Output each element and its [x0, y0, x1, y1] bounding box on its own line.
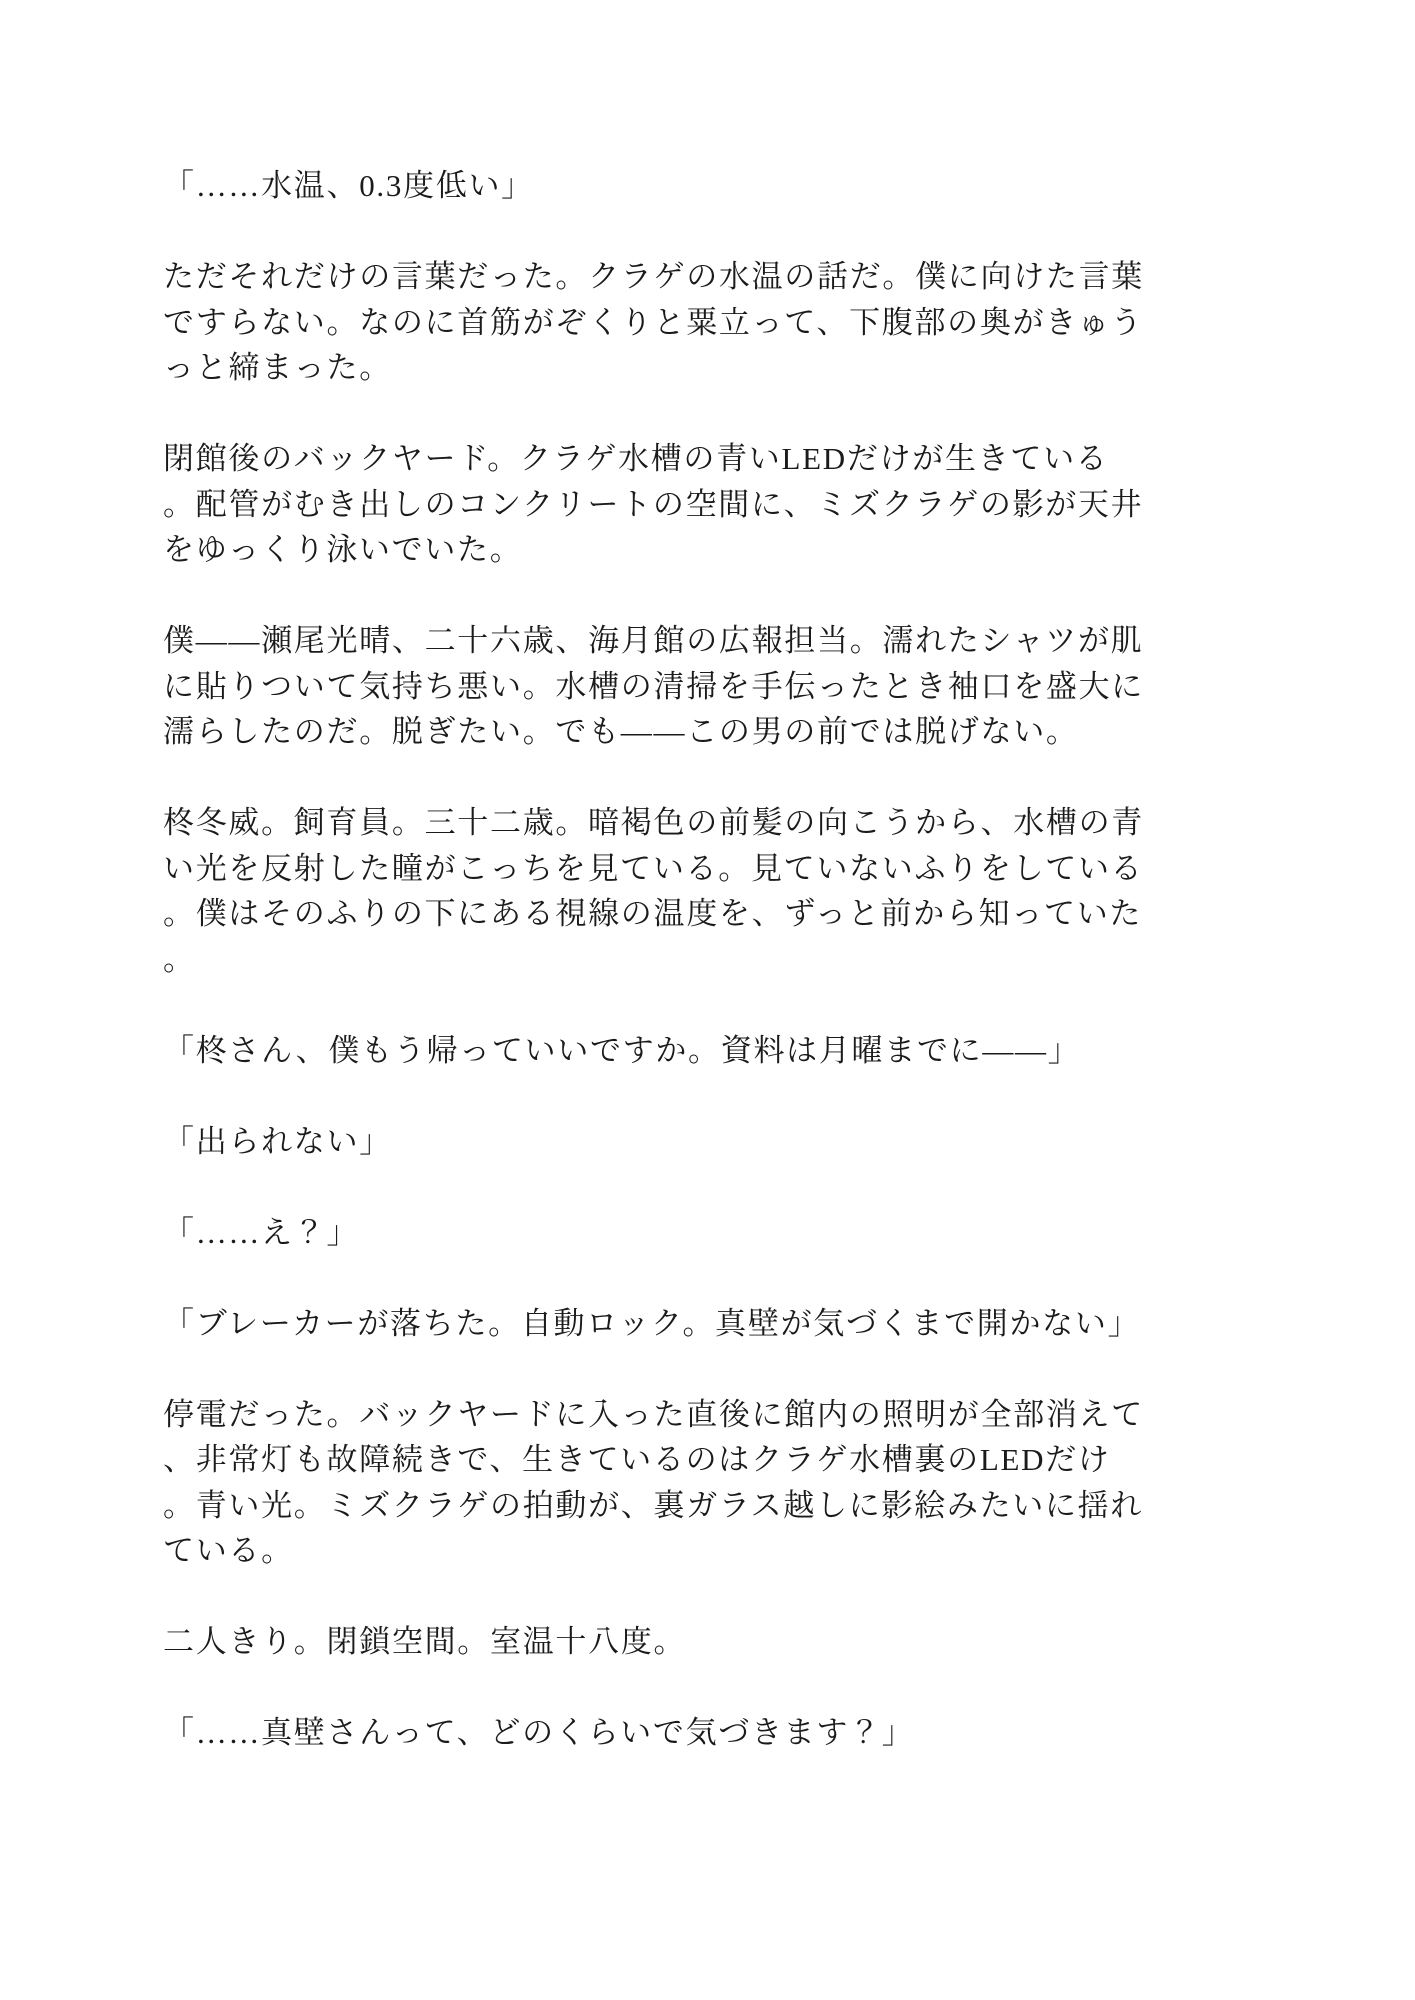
narration-line: っと締まった。	[163, 350, 392, 385]
paragraph-dialogue	[163, 1301, 1193, 1347]
paragraph-dialogue	[163, 1210, 1193, 1256]
narration-line: 。配管がむき出しのコンクリートの空間に、ミズクラゲの影が天井	[163, 486, 1144, 522]
paragraph-narration	[163, 618, 1193, 755]
dialogue-line: 「出られない」	[163, 1123, 392, 1159]
paragraph-narration	[163, 800, 1193, 982]
narration-line: ただそれだけの言葉だった。クラゲの水温の話だ。僕に向けた言葉	[163, 259, 1144, 294]
paragraph-dialogue	[163, 163, 1193, 209]
paragraph-narration	[163, 436, 1193, 573]
narration-line: 濡らしたのだ。脱ぎたい。でも——この男の前では脱げない。	[163, 714, 1079, 749]
narration-line: 停電だった。バックヤードに入った直後に館内の照明が全部消えて	[163, 1396, 1144, 1432]
narration-line: 。青い光。ミズクラゲの拍動が、裏ガラス越しに影絵みたいに揺れ	[163, 1487, 1144, 1523]
paragraph-narration	[163, 1619, 1193, 1665]
dialogue-line: 「……真壁さんって、どのくらいで気づきます？」	[163, 1715, 915, 1750]
narration-line: 僕——瀬尾光晴、二十六歳、海月館の広報担当。濡れたシャツが肌	[163, 623, 1144, 658]
dialogue-line: 「柊さん、僕もう帰っていいですか。資料は月曜までに——」	[163, 1032, 1081, 1068]
paragraph-dialogue	[163, 1028, 1193, 1074]
narration-line: ですらない。なのに首筋がぞくりと粟立って、下腹部の奥がきゅう	[163, 304, 1144, 340]
paragraph-dialogue	[163, 1119, 1193, 1165]
narration-line: 。	[163, 941, 196, 977]
narration-line: 二人きり。閉鎖空間。室温十八度。	[163, 1624, 687, 1659]
paragraph-dialogue	[163, 1710, 1193, 1756]
narration-line: 、非常灯も故障続きで、生きているのはクラゲ水槽裏のLEDだけ	[163, 1442, 1111, 1477]
paragraph-narration	[163, 254, 1193, 391]
dialogue-line: 「……水温、0.3度低い」	[163, 168, 534, 203]
narration-line: い光を反射した瞳がこっちを見ている。見ていないふりをしている	[163, 850, 1144, 886]
narration-line: をゆっくり泳いでいた。	[163, 532, 523, 567]
paragraph-narration	[163, 1392, 1193, 1574]
text-column	[163, 163, 1193, 1801]
narration-line: ている。	[163, 1533, 294, 1568]
narration-line: に貼りついて気持ち悪い。水槽の清掃を手伝ったとき袖口を盛大に	[163, 668, 1144, 704]
dialogue-line: 「……え？」	[163, 1214, 360, 1250]
narration-line: 。僕はそのふりの下にある視線の温度を、ずっと前から知っていた	[163, 896, 1143, 931]
narration-line: 閉館後のバックヤード。クラゲ水槽の青いLEDだけが生きている	[163, 441, 1109, 476]
narration-line: 柊冬威。飼育員。三十二歳。暗褐色の前髪の向こうから、水槽の青	[163, 805, 1144, 840]
dialogue-line: 「ブレーカーが落ちた。自動ロック。真壁が気づくまで開かない」	[163, 1305, 1141, 1341]
